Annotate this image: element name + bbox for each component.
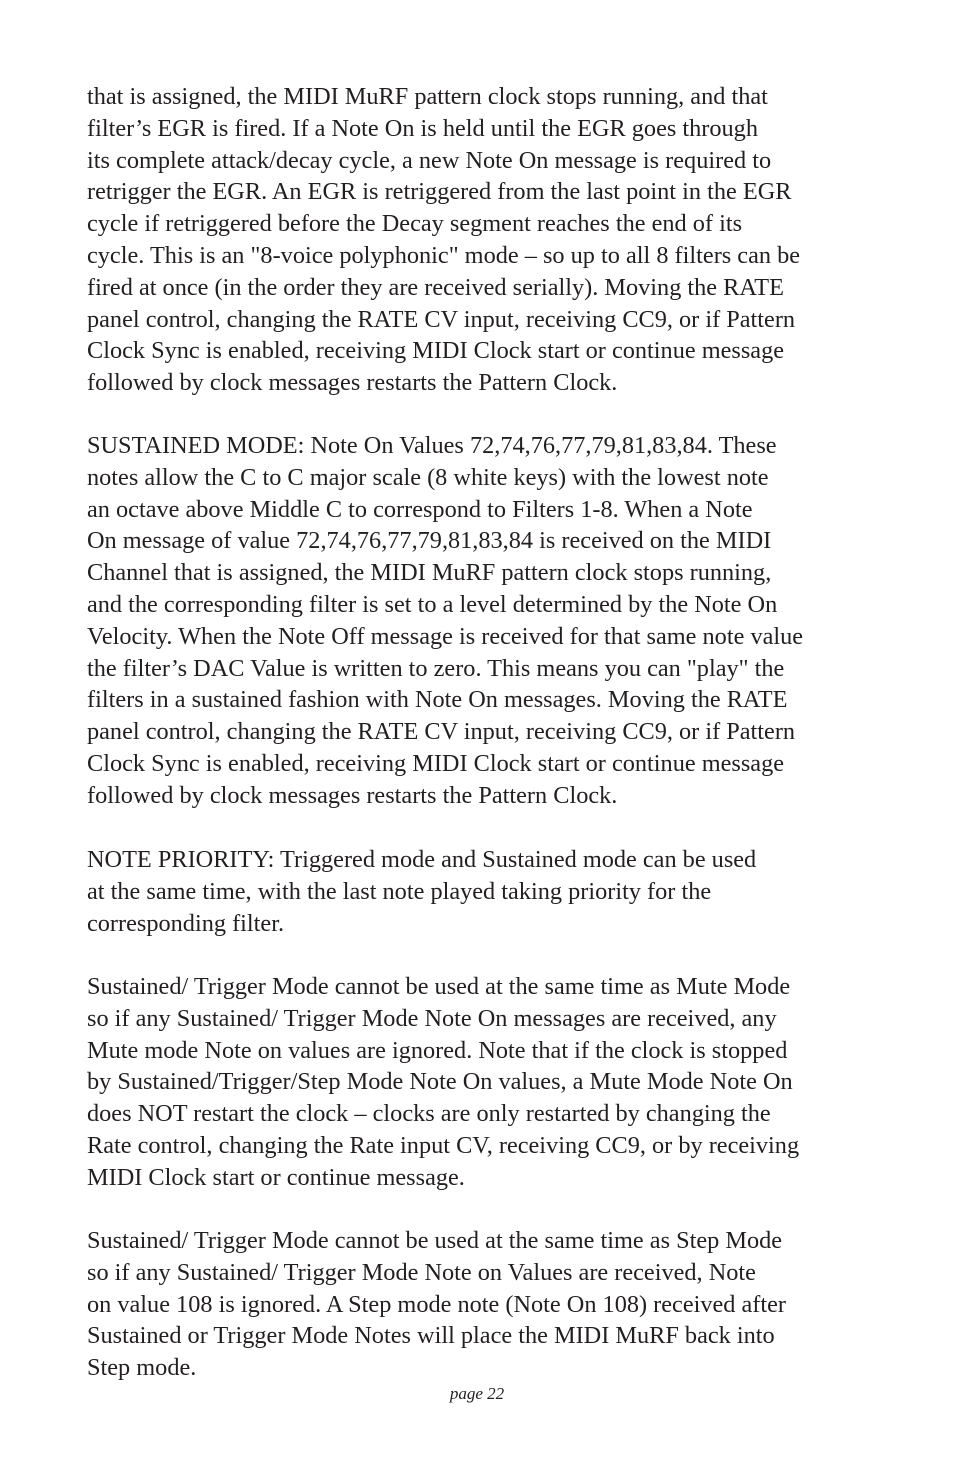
text-line: its complete attack/decay cycle, a new Note On message is required to <box>87 146 772 174</box>
text-line: Sustained/ Trigger Mode cannot be used at the same time as Mute Mode <box>87 973 791 1000</box>
text-line: by Sustained/Trigger/Step Mode Note On values, a Mute Mode Note On <box>87 1068 793 1096</box>
text-line: on value 108 is ignored. A Step mode note (Note On 108) received after <box>87 1290 787 1318</box>
text-line: cycle. This is an "8-voice polyphonic" mode – so up to all 8 filters can be <box>87 241 801 269</box>
text-line: the filter’s DAC Value is written to zero. This means you can "play" the <box>87 654 785 682</box>
text-line: Rate control, changing the Rate input CV, receiving CC9, or by receiving <box>87 1131 800 1159</box>
text-line: MIDI Clock start or continue message. <box>87 1163 465 1191</box>
text-line: corresponding filter. <box>87 909 285 937</box>
text-line: notes allow the C to C major scale (8 white keys) with the lowest note <box>87 463 769 491</box>
text-line: filters in a sustained fashion with Note On messages. Moving the RATE <box>87 686 788 714</box>
text-line: Velocity. When the Note Off message is received for that same note value <box>87 622 804 650</box>
text-line: at the same time, with the last note played taking priority for the <box>87 877 712 905</box>
text-line: an octave above Middle C to correspond to Filters 1-8. When a Note <box>87 495 753 523</box>
text-line: SUSTAINED MODE: Note On Values 72,74,76,77,79,81,83,84. These <box>87 432 777 459</box>
paragraph-mute-mode-conflict <box>87 971 887 1194</box>
paragraph-step-mode-conflict <box>87 1225 887 1384</box>
text-line: so if any Sustained/ Trigger Mode Note on Values are received, Note <box>87 1258 756 1286</box>
paragraph-triggered-mode-continuation <box>87 81 887 399</box>
text-line: Clock Sync is enabled, receiving MIDI Clock start or continue message <box>87 337 785 365</box>
text-line: Sustained or Trigger Mode Notes will place the MIDI MuRF back into <box>87 1322 775 1350</box>
text-line: panel control, changing the RATE CV input, receiving CC9, or if Pattern <box>87 305 796 333</box>
text-line: NOTE PRIORITY: Triggered mode and Sustained mode can be used <box>87 846 757 873</box>
paragraph-sustained-mode <box>87 430 887 812</box>
text-line: On message of value 72,74,76,77,79,81,83,84 is received on the MIDI <box>87 527 772 555</box>
text-line: cycle if retriggered before the Decay segment reaches the end of its <box>87 210 743 238</box>
text-line: followed by clock messages restarts the Pattern Clock. <box>87 369 618 397</box>
text-line: that is assigned, the MIDI MuRF pattern clock stops running, and that <box>87 83 768 110</box>
text-line: so if any Sustained/ Trigger Mode Note On messages are received, any <box>87 1004 777 1032</box>
text-line: retrigger the EGR. An EGR is retriggered from the last point in the EGR <box>87 178 792 206</box>
page-number: page 22 <box>449 1384 505 1403</box>
text-line: and the corresponding filter is set to a level determined by the Note On <box>87 590 778 618</box>
text-line: Step mode. <box>87 1354 197 1382</box>
text-line: followed by clock messages restarts the Pattern Clock. <box>87 781 618 809</box>
text-line: Clock Sync is enabled, receiving MIDI Clock start or continue message <box>87 749 785 777</box>
text-line: filter’s EGR is fired. If a Note On is held until the EGR goes through <box>87 114 758 142</box>
text-line: panel control, changing the RATE CV input, receiving CC9, or if Pattern <box>87 718 796 746</box>
text-line: Sustained/ Trigger Mode cannot be used at the same time as Step Mode <box>87 1227 783 1254</box>
text-line: fired at once (in the order they are received serially). Moving the RATE <box>87 273 784 301</box>
paragraph-note-priority <box>87 844 887 939</box>
text-line: Channel that is assigned, the MIDI MuRF pattern clock stops running, <box>87 559 772 587</box>
text-line: does NOT restart the clock – clocks are only restarted by changing the <box>87 1100 771 1128</box>
text-line: Mute mode Note on values are ignored. Note that if the clock is stopped <box>87 1036 788 1064</box>
